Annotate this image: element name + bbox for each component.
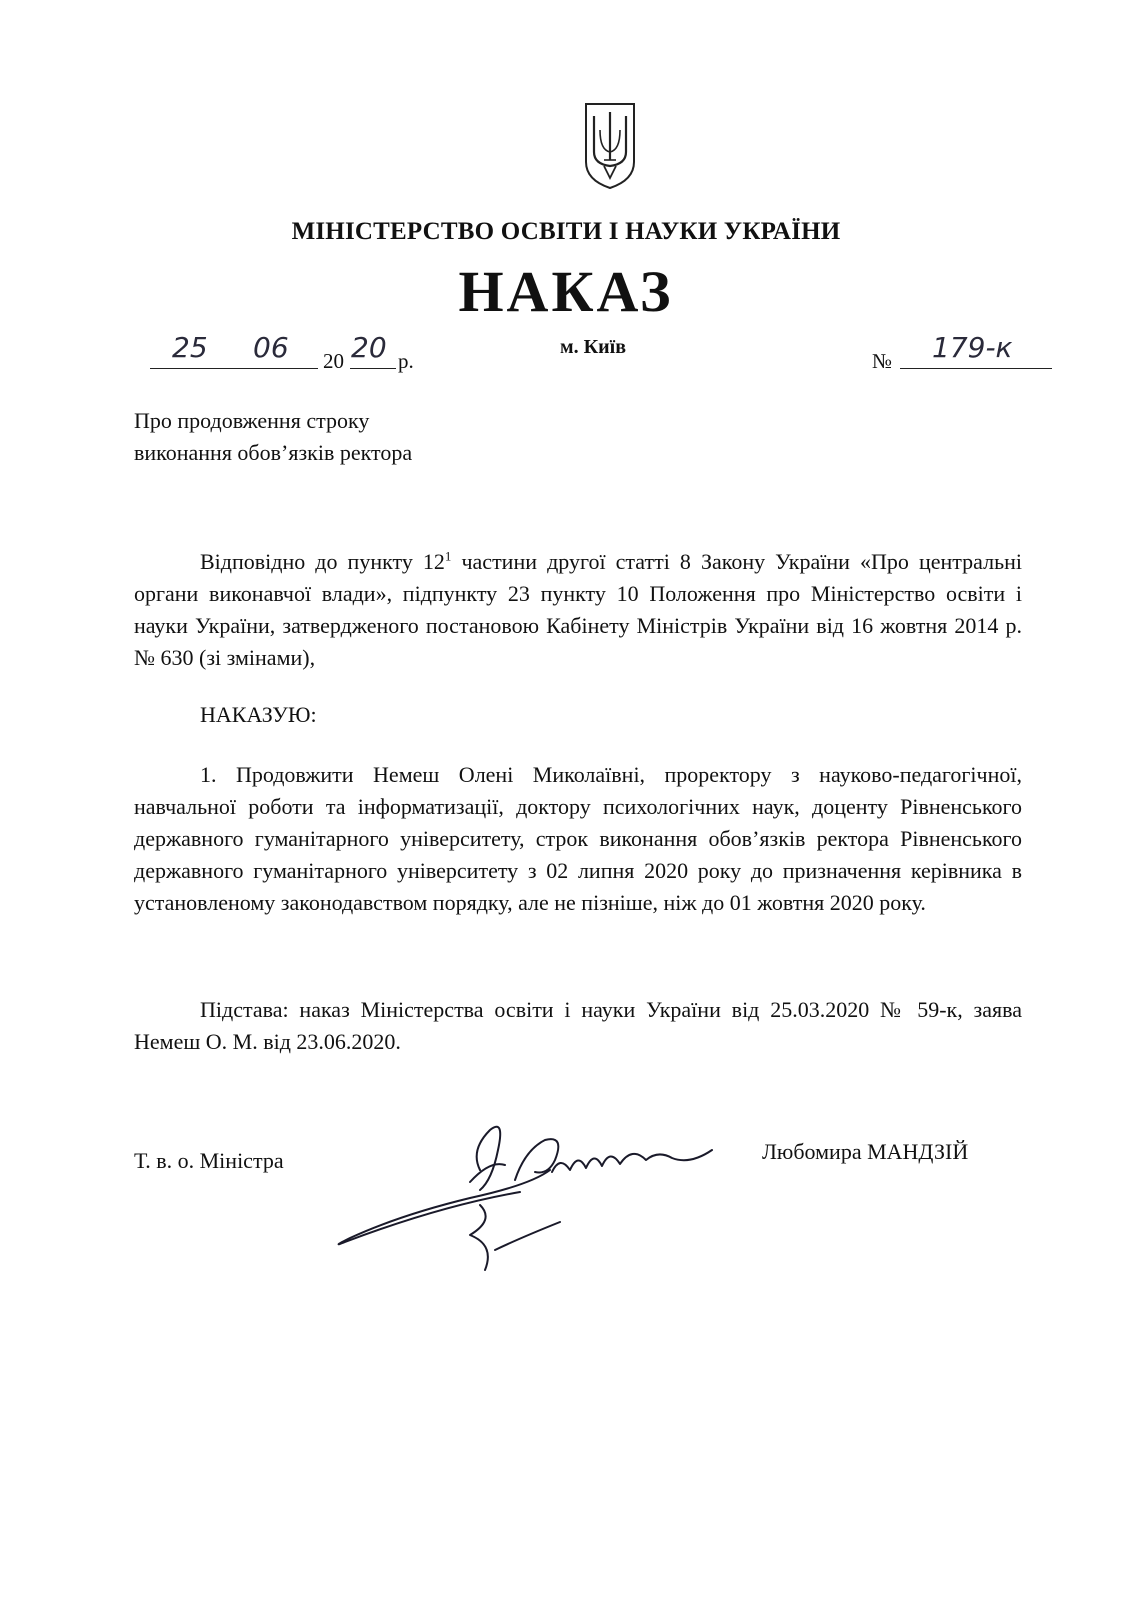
command-word: НАКАЗУЮ: [200,702,317,727]
document-date [150,331,450,375]
date-month-handwritten: 06 [253,331,289,364]
handwritten-signature-icon [320,1110,720,1280]
order-item-1: 1. Продовжити Немеш Олені Миколаївні, проректору з науково-педагогічної, навчальної роботи та інформатизації, доктору психологічних наук, доценту Рівненського державного гуманітарного університету, строк виконання обов’язків ректора Рівненського державного гуманітарного університету з 02 липня 2020 року до призначення керівника в установленому законодавством порядку, але не пізніше, ніж до 01 жовтня 2020 року. [134,762,1022,915]
number-sign: № [872,349,893,373]
document-number [872,331,1052,375]
ministry-title: МІНІСТЕРСТВО ОСВІТИ І НАУКИ УКРАЇНИ [291,218,841,245]
number-handwritten: 179-к [932,331,1013,364]
trident-emblem-icon [582,100,638,190]
order-subject [134,405,634,469]
date-year-handwritten: 20 [351,331,387,364]
year-underline [350,368,396,369]
subject-line-2: виконання обов’язків ректора [134,440,413,465]
city-label: м. Київ [560,336,627,358]
preamble-text-b: частини другої статті 8 Закону України «Про центральні органи виконавчої влади», підпункту 23 пункту 10 Положення про Міністерство освіти і науки України, затвердженого постановою Кабінету Міністрів України від 16 жовтня 2014 р. № 630 (зі змінами), [134,549,1023,670]
basis-paragraph: Підстава: наказ Міністерства освіти і науки України від 25.03.2020 № 59-к, заява Немеш О. М. від 23.06.2020. [134,997,1022,1054]
date-suffix: р. [398,349,414,373]
signatory-name: Любомира МАНДЗІЙ [762,1139,969,1164]
date-underline [150,368,318,369]
preamble-text-a: Відповідно до пункту 12 [200,549,445,574]
subject-line-1: Про продовження строку [134,408,370,433]
number-underline [900,368,1052,369]
date-century: 20 [323,349,344,373]
document-type-heading: НАКАЗ [458,259,674,324]
preamble-superscript: 1 [444,548,452,564]
preamble-paragraph [134,546,1022,674]
date-day-handwritten: 25 [172,331,208,364]
signatory-role: Т. в. о. Міністра [134,1148,284,1173]
